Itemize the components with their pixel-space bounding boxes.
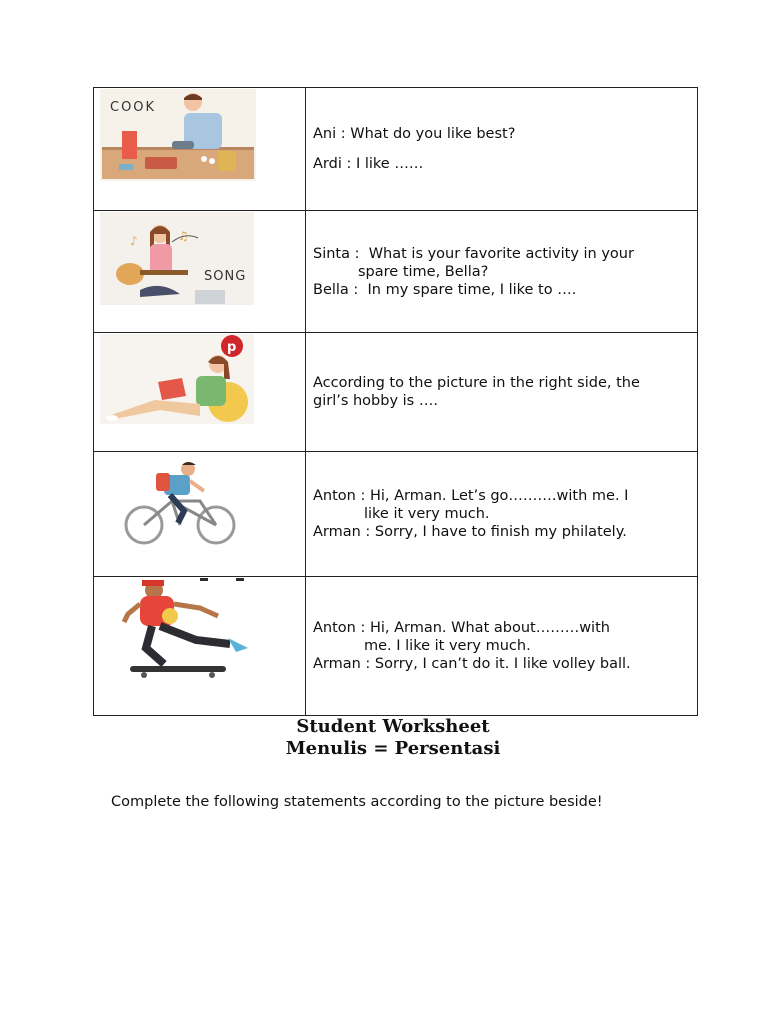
svg-text:p: p bbox=[227, 340, 237, 355]
table-row bbox=[94, 452, 698, 577]
dialogue-line: Anton : Hi, Arman. Let’s go……….with me. I bbox=[313, 488, 629, 504]
svg-text:♫: ♫ bbox=[178, 229, 189, 243]
dialogue-line: like it very much. bbox=[364, 506, 490, 522]
instruction-text: Complete the following statements according to the picture beside! bbox=[111, 794, 603, 810]
picture-cell bbox=[94, 211, 306, 333]
dialogue-line: girl’s hobby is …. bbox=[313, 393, 438, 409]
dialogue-line: spare time, Bella? bbox=[358, 263, 489, 280]
picture-cell bbox=[94, 88, 306, 211]
dialogue-cell bbox=[306, 452, 698, 577]
dialogue-line: According to the picture in the right side, the bbox=[313, 375, 640, 391]
worksheet-subtitle: Menulis = Persentasi bbox=[285, 738, 501, 759]
dialogue-cell bbox=[306, 577, 698, 716]
dialogue-line: me. I like it very much. bbox=[364, 638, 531, 654]
picture-cell bbox=[94, 452, 306, 577]
dialogue-line: Sinta : What is your favorite activity in your bbox=[313, 245, 634, 262]
dialogue-line: Ani : What do you like best? bbox=[313, 126, 516, 142]
cyclist-illustration-icon bbox=[100, 453, 254, 547]
dialogue-line: Bella : In my spare time, I like to …. bbox=[313, 281, 577, 298]
reading-girl-illustration-icon bbox=[100, 334, 254, 424]
table-row bbox=[94, 211, 698, 333]
dialogue-line: Ardi : I like …… bbox=[313, 156, 424, 172]
table-row bbox=[94, 577, 698, 716]
dialogue-cell bbox=[306, 333, 698, 452]
dialogue-line: Arman : Sorry, I can’t do it. I like volley ball. bbox=[313, 656, 631, 672]
cooking-illustration-icon bbox=[100, 89, 256, 181]
skateboarder-illustration-icon bbox=[100, 578, 253, 682]
svg-text:♪: ♪ bbox=[130, 234, 138, 248]
table-row bbox=[94, 88, 698, 211]
worksheet-title: Student Worksheet bbox=[296, 716, 490, 737]
worksheet-table bbox=[93, 87, 698, 716]
dialogue-line: Arman : Sorry, I have to finish my philately. bbox=[313, 524, 627, 540]
dialogue-cell bbox=[306, 211, 698, 333]
dialogue-line: Anton : Hi, Arman. What about………with bbox=[313, 620, 610, 636]
image-label: COOK bbox=[110, 100, 157, 115]
picture-cell bbox=[94, 333, 306, 452]
picture-cell bbox=[94, 577, 306, 716]
table-row bbox=[94, 333, 698, 452]
guitar-singing-illustration-icon bbox=[100, 212, 254, 305]
dialogue-cell bbox=[306, 88, 698, 211]
image-label: SONG bbox=[204, 269, 247, 284]
